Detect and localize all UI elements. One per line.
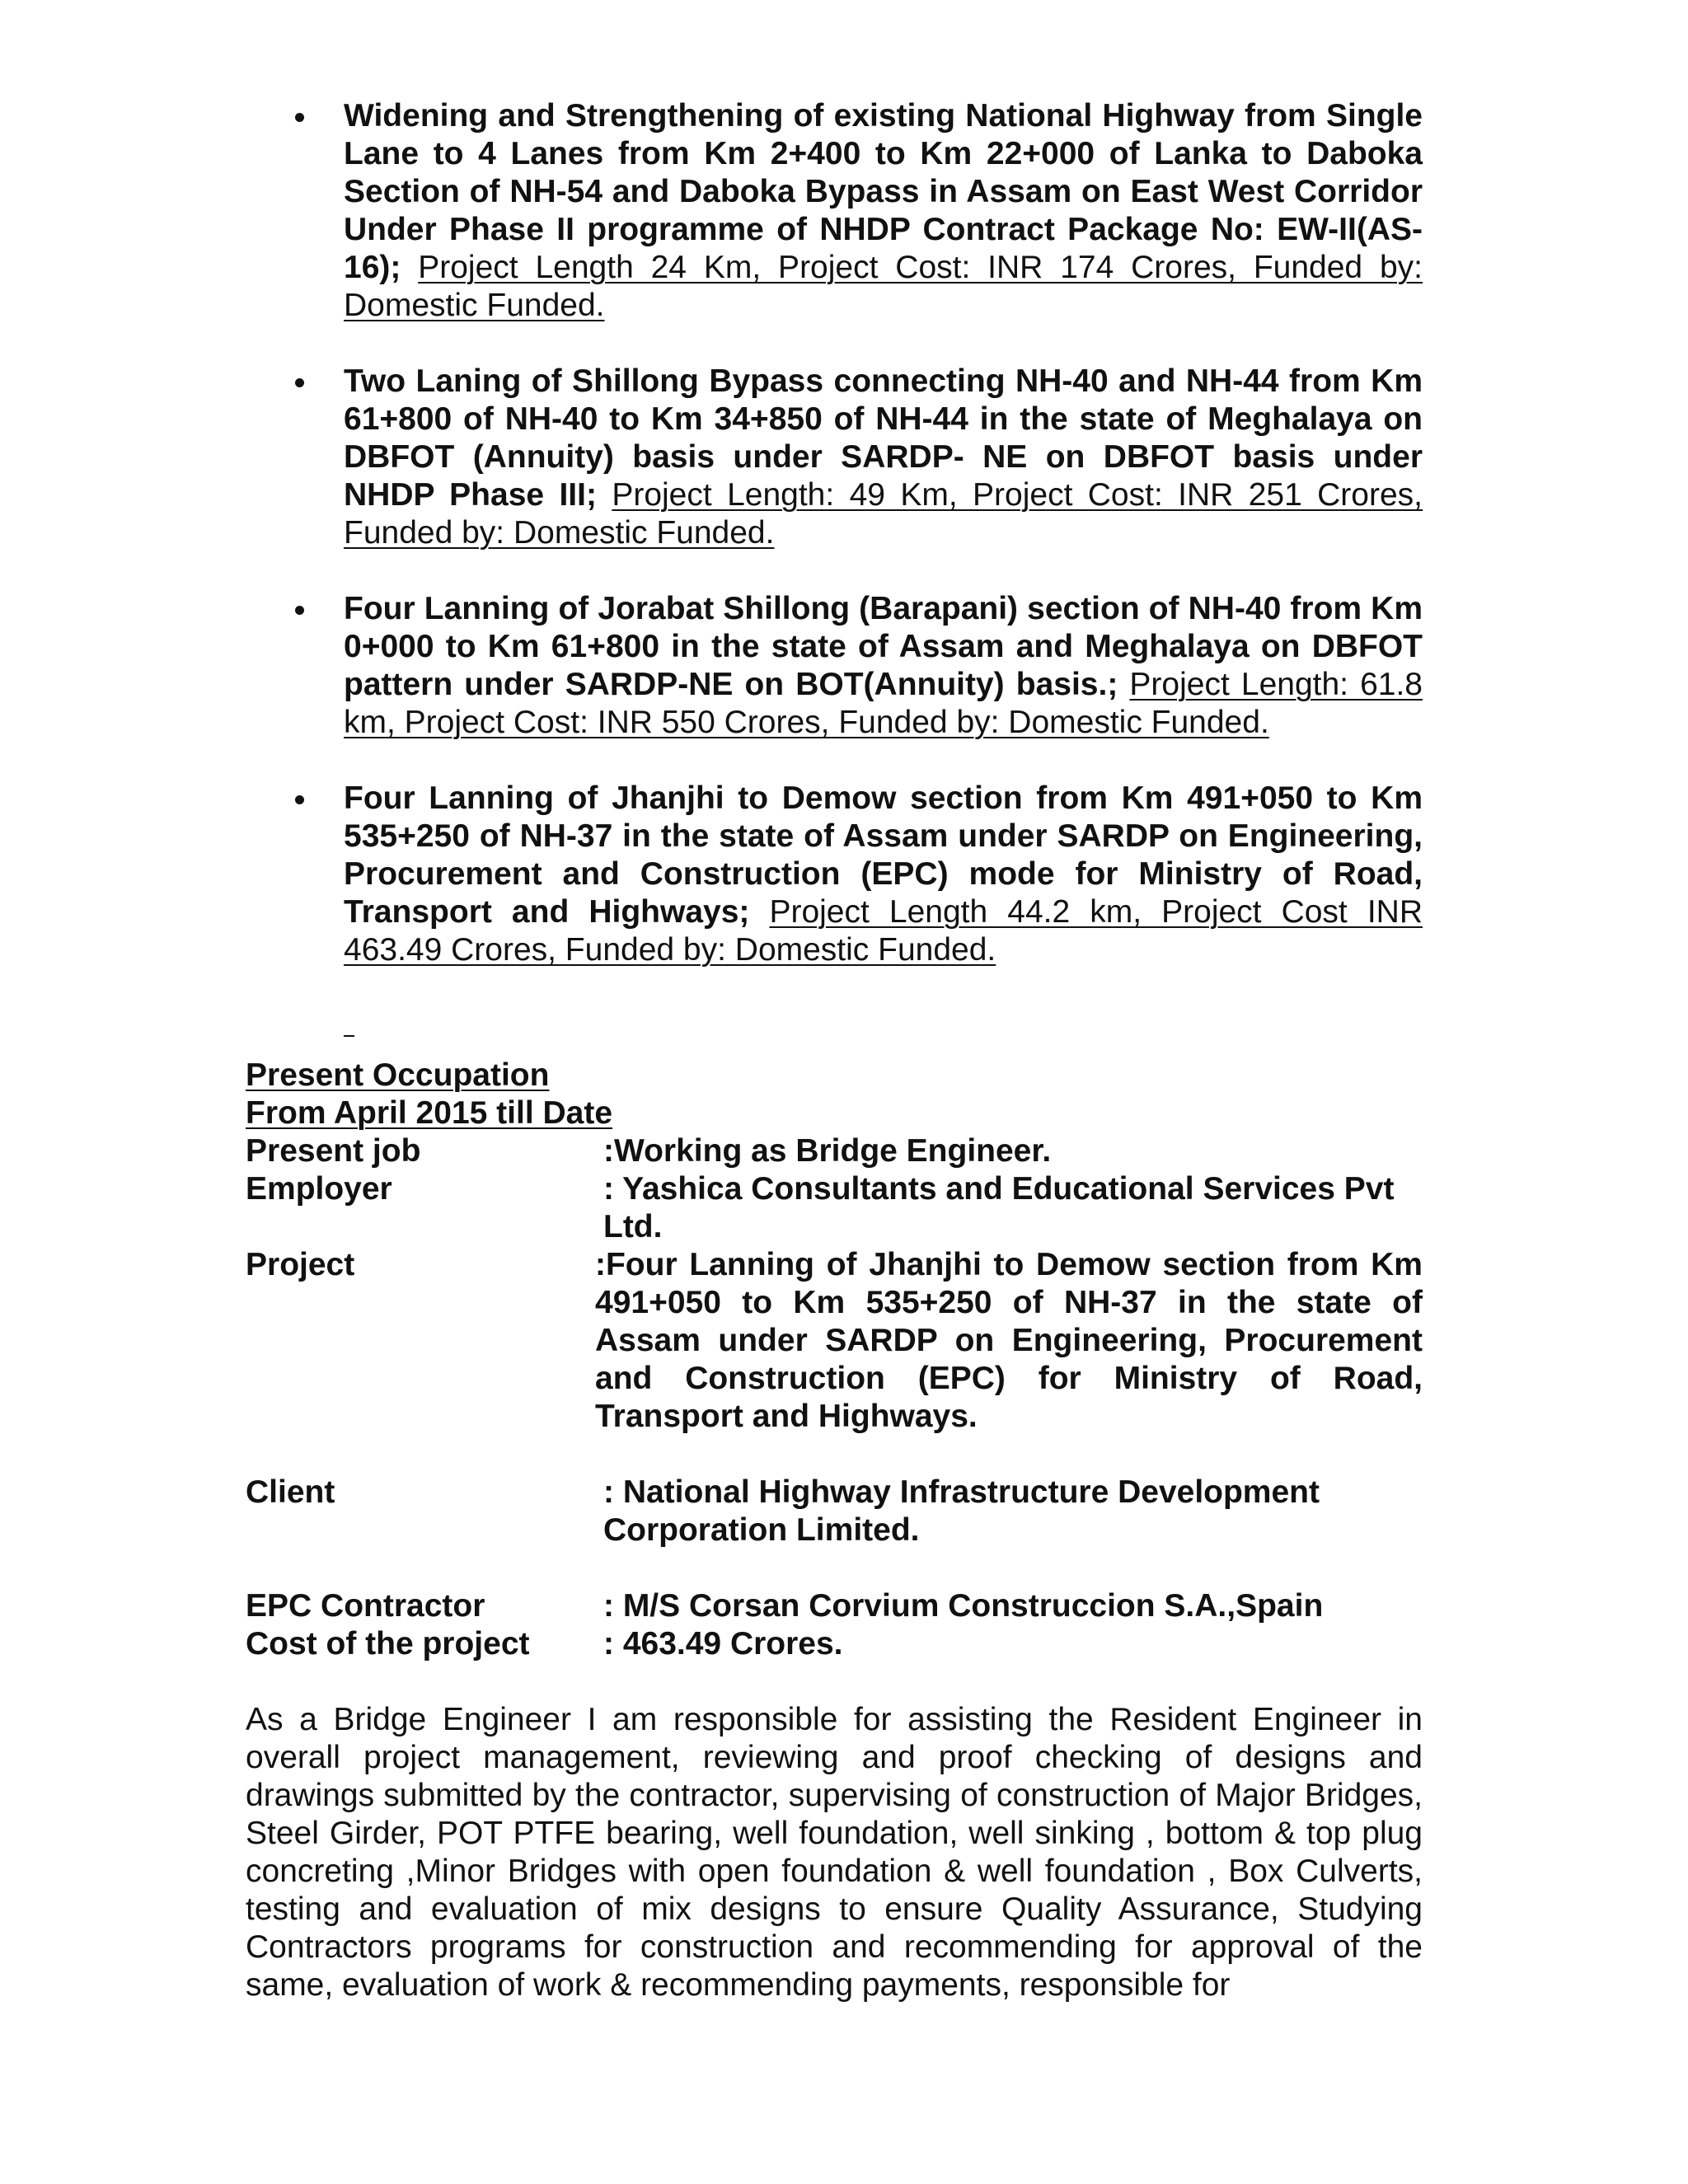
project-title: Widening and Strengthening of existing National Highway from Single Lane to 4 Lanes from Km 2+400 to Km 22+000 of Lanka to Daboka Section of NH-54 and Daboka Bypass in Assam on East West Corridor Under Phase II programme of NHDP Contract Package No: EW-II(AS-16); xyxy=(344,98,1423,285)
responsibilities-paragraph: As a Bridge Engineer I am responsible for assisting the Resident Engineer in overall project management, reviewing and proof checking of designs and drawings submitted by the contractor, supervising of construction of Major Bridges, Steel Girder, POT PTFE bearing, well foundation, well sinking , bottom & top plug concreting ,Minor Bridges with open foundation & well foundation , Box Culverts, testing and evaluation of mix designs to ensure Quality Assurance, Studying Contractors programs for construction and recommending for approval of the same, evaluation of work & recommending payments, responsible for xyxy=(246,1702,1423,2003)
present-job-label: Present job xyxy=(246,1133,421,1169)
present-job-value: :Working as Bridge Engineer. xyxy=(603,1133,1052,1169)
present-occupation-section xyxy=(246,1057,1423,2004)
period-heading: From April 2015 till Date xyxy=(246,1095,613,1131)
employer-value: : Yashica Consultants and Educational Services Pvt Ltd. xyxy=(603,1171,1395,1244)
project-list xyxy=(0,97,1688,969)
cost-row xyxy=(246,1625,1423,1663)
project-row xyxy=(246,1246,1423,1436)
cost-label: Cost of the project xyxy=(246,1626,530,1661)
employer-row xyxy=(246,1170,1423,1246)
contractor-row xyxy=(246,1587,1423,1625)
project-item xyxy=(0,363,1423,552)
contractor-value: : M/S Corsan Corvium Construccion S.A.,Spain xyxy=(603,1588,1324,1624)
cost-value: : 463.49 Crores. xyxy=(603,1626,843,1661)
underline-stub xyxy=(344,1035,354,1037)
project-detail: Project Length: 61.8 km, Project Cost: INR 550 Crores, Funded by: Domestic Funded. xyxy=(344,667,1423,740)
employer-label: Employer xyxy=(246,1171,392,1207)
bullet-icon xyxy=(295,795,304,804)
project-item xyxy=(0,780,1423,969)
section-heading: Present Occupation xyxy=(246,1057,550,1093)
project-label: Project xyxy=(246,1247,355,1282)
contractor-label: EPC Contractor xyxy=(246,1588,485,1624)
project-item xyxy=(0,97,1423,325)
project-detail: Project Length 44.2 km, Project Cost INR 463.49 Crores, Funded by: Domestic Funded. xyxy=(344,894,1423,968)
project-title: Two Laning of Shillong Bypass connecting NH-40 and NH-44 from Km 61+800 of NH-40 to Km 34+850 of NH-44 in the state of Meghalaya on DBFOT (Annuity) basis under SARDP- NE on DBFOT basis under NHDP Phase III; xyxy=(344,363,1423,513)
project-item xyxy=(0,590,1423,742)
project-title: Four Lanning of Jorabat Shillong (Barapani) section of NH-40 from Km 0+000 to Km 61+800 in the state of Assam and Meghalaya on DBFOT pattern under SARDP-NE on BOT(Annuity) basis.; xyxy=(344,591,1423,702)
bullet-icon xyxy=(295,606,304,615)
client-value: : National Highway Infrastructure Development Corporation Limited. xyxy=(603,1474,1320,1548)
client-row xyxy=(246,1474,1423,1549)
project-value: :Four Lanning of Jhanjhi to Demow section from Km 491+050 to Km 535+250 of NH-37 in the state of Assam under SARDP on Engineering, Procurement and Construction (EPC) for Ministry of Road, Transport and Highways. xyxy=(595,1247,1423,1434)
present-job-row xyxy=(246,1132,1423,1170)
client-label: Client xyxy=(246,1474,335,1510)
project-detail: Project Length 24 Km, Project Cost: INR 174 Crores, Funded by: Domestic Funded. xyxy=(344,250,1423,323)
bullet-icon xyxy=(295,378,304,387)
bullet-icon xyxy=(295,113,304,122)
project-detail: Project Length: 49 Km, Project Cost: INR 251 Crores, Funded by: Domestic Funded. xyxy=(344,477,1423,551)
project-title: Four Lanning of Jhanjhi to Demow section from Km 491+050 to Km 535+250 of NH-37 in the state of Assam under SARDP on Engineering, Procurement and Construction (EPC) mode for Ministry of Road, Transport and Highways; xyxy=(344,780,1423,930)
